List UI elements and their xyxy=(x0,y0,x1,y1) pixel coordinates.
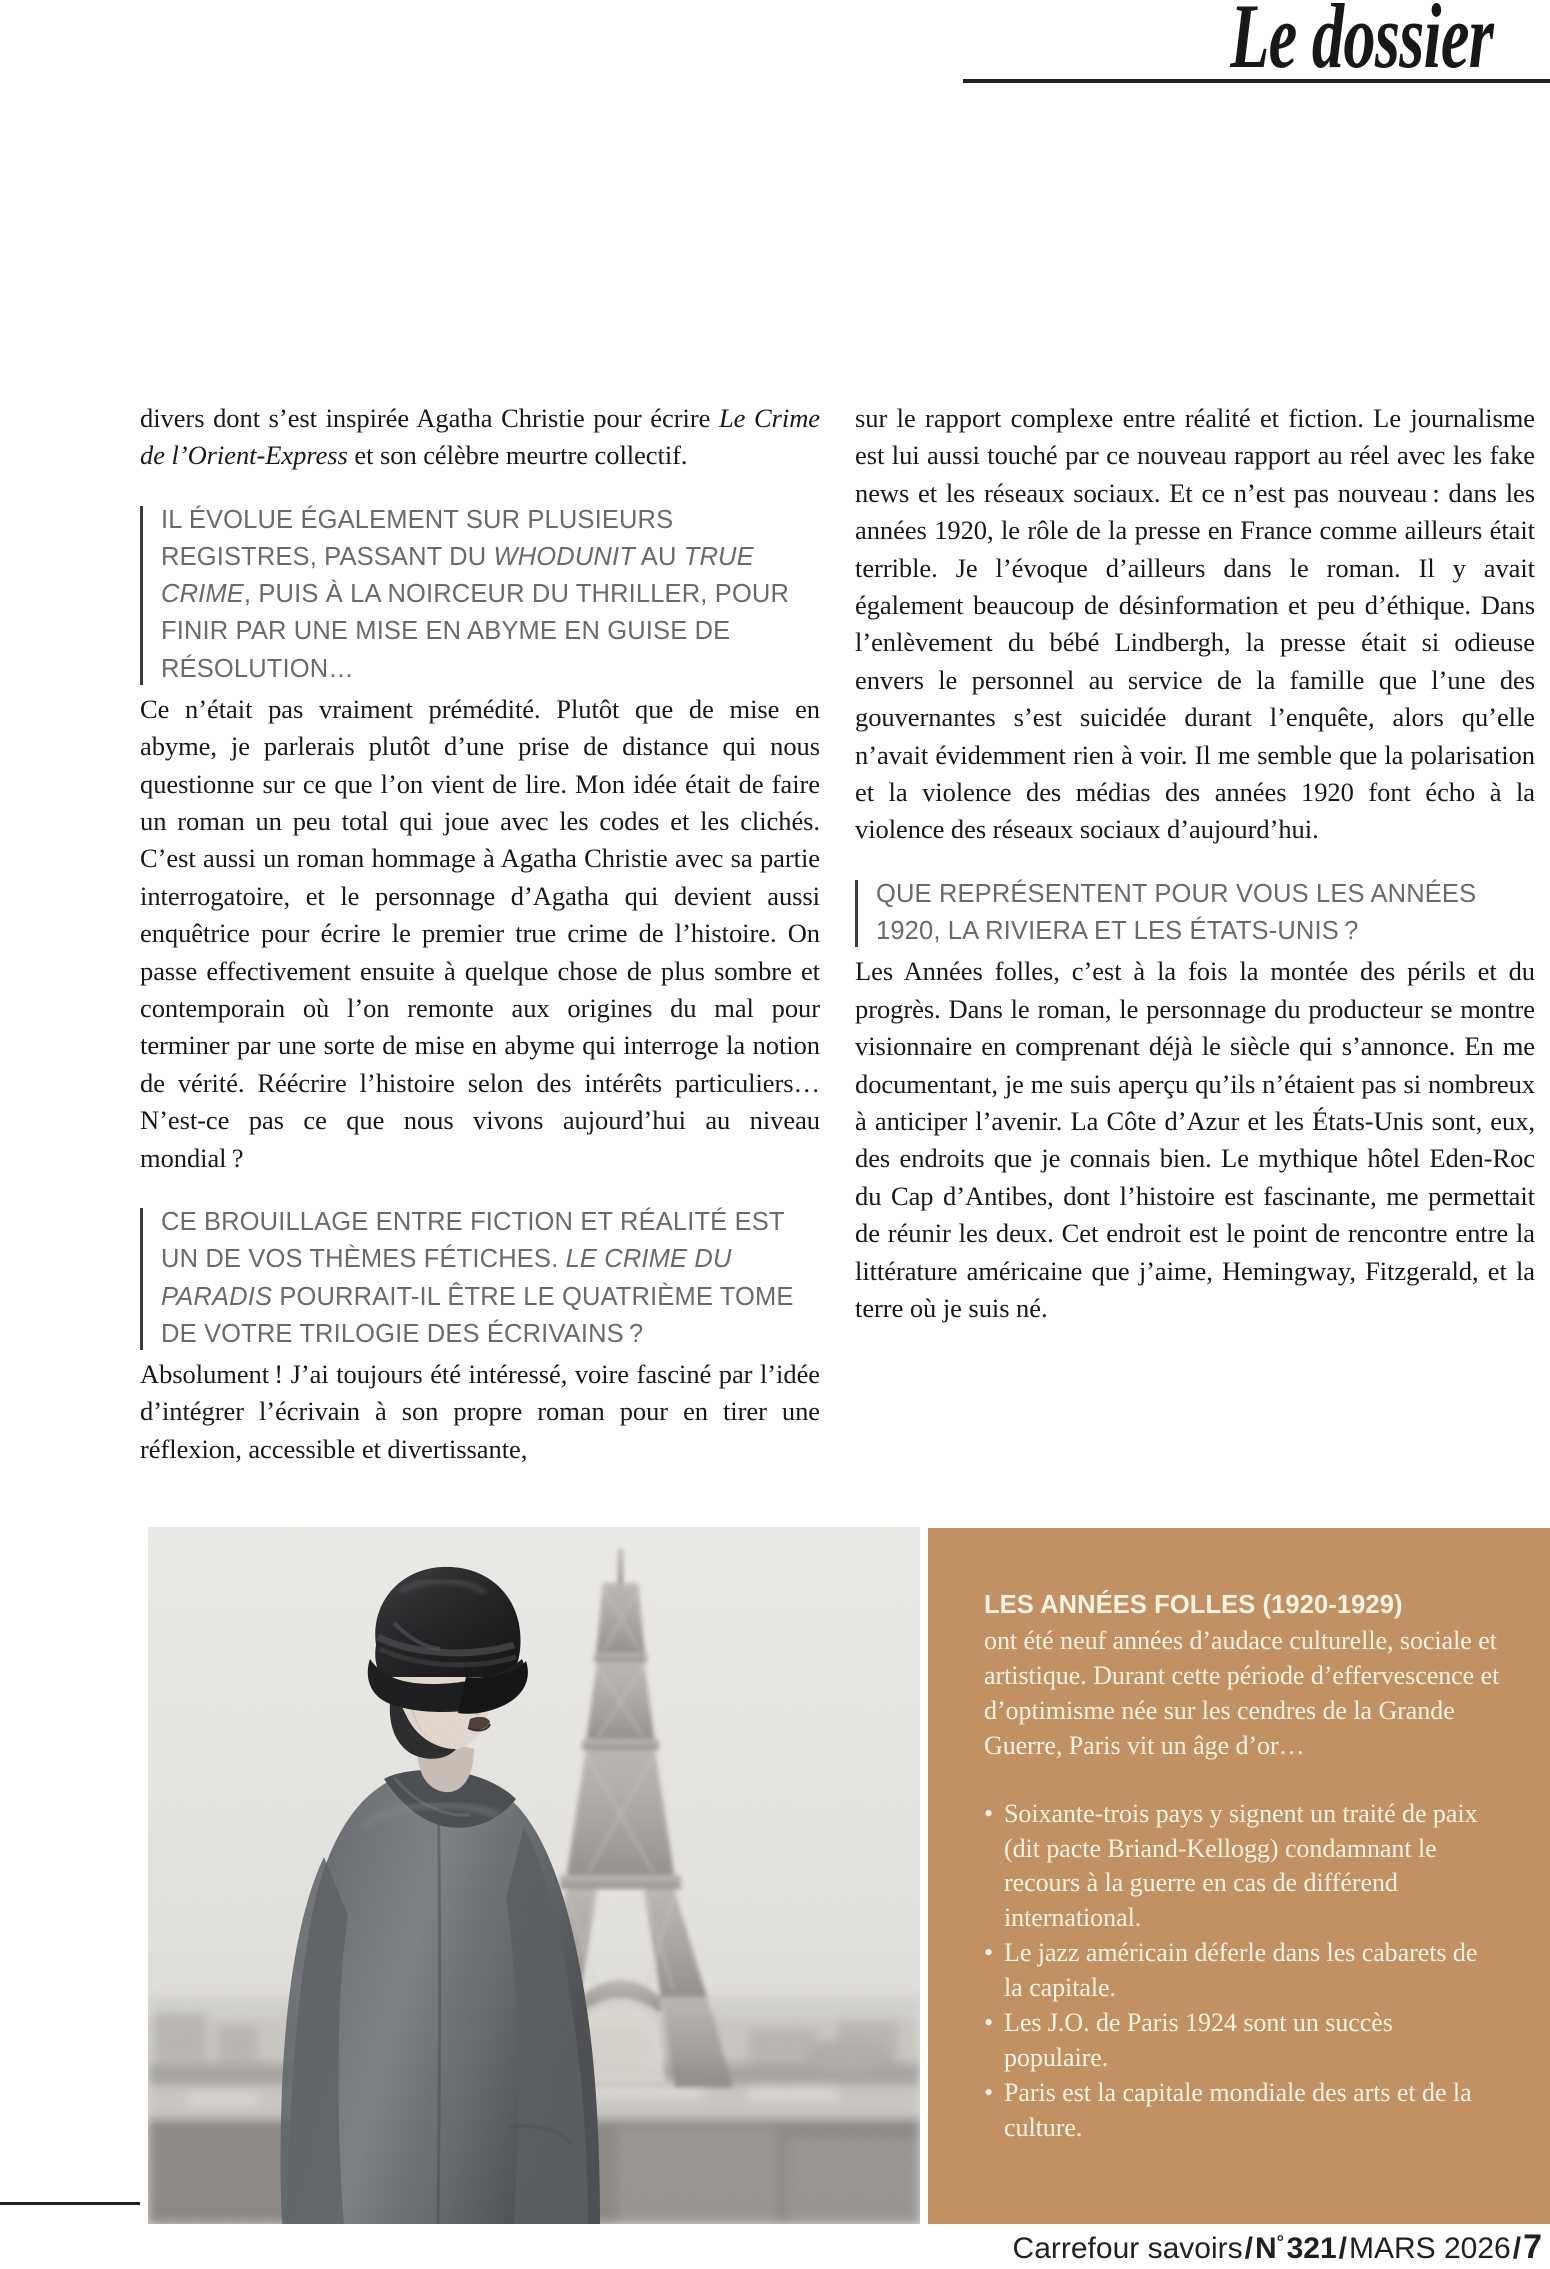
footer-publication: Carrefour savoirs xyxy=(1012,2232,1243,2266)
footer-page-number: 7 xyxy=(1523,2228,1542,2267)
page-trim-edge xyxy=(0,0,34,2269)
footer-separator: / xyxy=(1244,2232,1253,2266)
question-3-text: QUE REPRÉSENTENT POUR VOUS LES ANNÉES 1920, LA RIVIERA ET LES ÉTATS-UNIS ? xyxy=(876,879,1477,946)
answer-1-paragraph: Ce n’était pas vraiment prémédité. Plutôt que de mise en abyme, je parlerais plutôt d’une prise de distance qui nous questionne sur ce que l’on vient de lire. Mon idée était de faire un roman un peu total qui joue avec les codes et les clichés. C’est aussi un roman hommage à Agatha Christie avec sa partie interrogatoire, et le personnage d’Agatha qui devient aussi enquêtrice pour écrire le premier true crime de l’histoire. On passe effectivement ensuite à quelque chose de plus sombre et contemporain où l’on remonte aux origines du mal pour terminer par une sorte de mise en abyme qui interroge la notion de vérité. Réécrire l’histoire selon des intérêts particuliers… N’est-ce pas ce que nous vivons aujourd’hui au niveau mondial ? xyxy=(140,693,820,1173)
list-item: • Les J.O. de Paris 1924 sont un succès populaire. xyxy=(984,2006,1500,2075)
footer-issue-ordinal: ° xyxy=(1276,2231,1285,2252)
footer-issue-prefix: N xyxy=(1254,2232,1277,2266)
footer-separator-3: / xyxy=(1512,2232,1522,2266)
factbox-bullet-list xyxy=(984,1797,1500,2145)
question-block-1 xyxy=(140,502,820,688)
question-1-text: IL ÉVOLUE ÉGALEMENT SUR PLUSIEURS REGISTRES, PASSANT DU WHODUNIT AU TRUE CRIME, PUIS À LA NOIRCEUR DU THRILLER, POUR FINIR PAR UNE MISE EN ABYME EN GUISE DE RÉSOLUTION… xyxy=(161,505,790,683)
continued-paragraph: sur le rapport complexe entre réalité et fiction. Le journalisme est lui aussi touché par ce nouveau rapport au réel avec les fake news et les réseaux sociaux. Et ce n’est pas nouveau : dans les années 1920, le rôle de la presse en France comme ailleurs était terrible. Je l’évoque d’ailleurs dans le roman. Il y avait également beaucoup de désinformation et peu d’éthique. Dans l’enlèvement du bébé Lindbergh, la presse était si odieuse envers le personnel au service de la famille que l’une des gouvernantes s’est suicidée durant l’enquête, alors qu’elle n’avait évidemment rien à voir. Il me semble que la polarisation et la violence des médias des années 1920 font écho à la violence des réseaux sociaux d’aujourd’hui. xyxy=(855,403,1535,845)
list-item: • Paris est la capitale mondiale des arts et de la culture. xyxy=(984,2076,1500,2145)
footer-date: MARS 2026 xyxy=(1348,2232,1511,2266)
footer-issue-number: 321 xyxy=(1286,2232,1337,2266)
factbox-heading: LES ANNÉES FOLLES (1920-1929) xyxy=(984,1591,1403,1619)
photo-illustration xyxy=(148,1527,920,2224)
question-block-3 xyxy=(855,876,1535,950)
right-column xyxy=(855,400,1535,1327)
answer-3-paragraph: Les Années folles, c’est à la fois la montée des périls et du progrès. Dans le roman, le personnage du producteur se montre visionnaire en comprenant déjà le siècle qui s’annonce. En me documentant, je me suis aperçu qu’ils n’étaient pas si nombreux à anticiper l’avenir. La Côte d’Azur et les États-Unis sont, eux, des endroits que je connais bien. Le mythique hôtel Eden-Roc du Cap d’Antibes, dont l’histoire est fascinante, me permettait de réunir les deux. Cet endroit est le point de rencontre entre la littérature américaine que j’aime, Hemingway, Fitzgerald, et la terre où je suis né. xyxy=(855,956,1535,1323)
factbox-intro: ont été neuf années d’audace culturelle, sociale et artistique. Durant cette période d’effervescence et d’optimisme née sur les cendres de la Grande Guerre, Paris vit un âge d’or… xyxy=(984,1626,1500,1760)
factbox-annees-folles xyxy=(928,1528,1550,2224)
footer-rule xyxy=(0,2202,140,2205)
list-item: • Soixante-trois pays y signent un traité de paix (dit pacte Briand-Kellogg) condamnant le recours à la guerre en cas de différend international. xyxy=(984,1797,1500,1935)
page-title: Le dossier xyxy=(1230,0,1494,87)
page-footer xyxy=(0,2222,1550,2269)
question-block-2 xyxy=(140,1204,820,1353)
left-column xyxy=(140,400,820,1468)
masthead xyxy=(0,0,1550,120)
intro-paragraph: divers dont s’est inspirée Agatha Christie pour écrire Le Crime de l’Orient-Express et son célèbre meurtre collectif. xyxy=(140,403,820,471)
list-item: • Le jazz américain déferle dans les cabarets de la capitale. xyxy=(984,1936,1500,2005)
footer-separator-2: / xyxy=(1338,2232,1347,2266)
article-photo xyxy=(148,1527,920,2224)
answer-2-paragraph: Absolument ! J’ai toujours été intéressé, voire fasciné par l’idée d’intégrer l’écrivain à son propre roman pour en tirer une réflexion, accessible et divertissante, xyxy=(140,1358,820,1464)
question-2-text: CE BROUILLAGE ENTRE FICTION ET RÉALITÉ EST UN DE VOS THÈMES FÉTICHES. LE CRIME DU PARADIS POURRAIT-IL ÊTRE LE QUATRIÈME TOME DE VOTRE TRILOGIE DES ÉCRIVAINS ? xyxy=(161,1208,794,1348)
